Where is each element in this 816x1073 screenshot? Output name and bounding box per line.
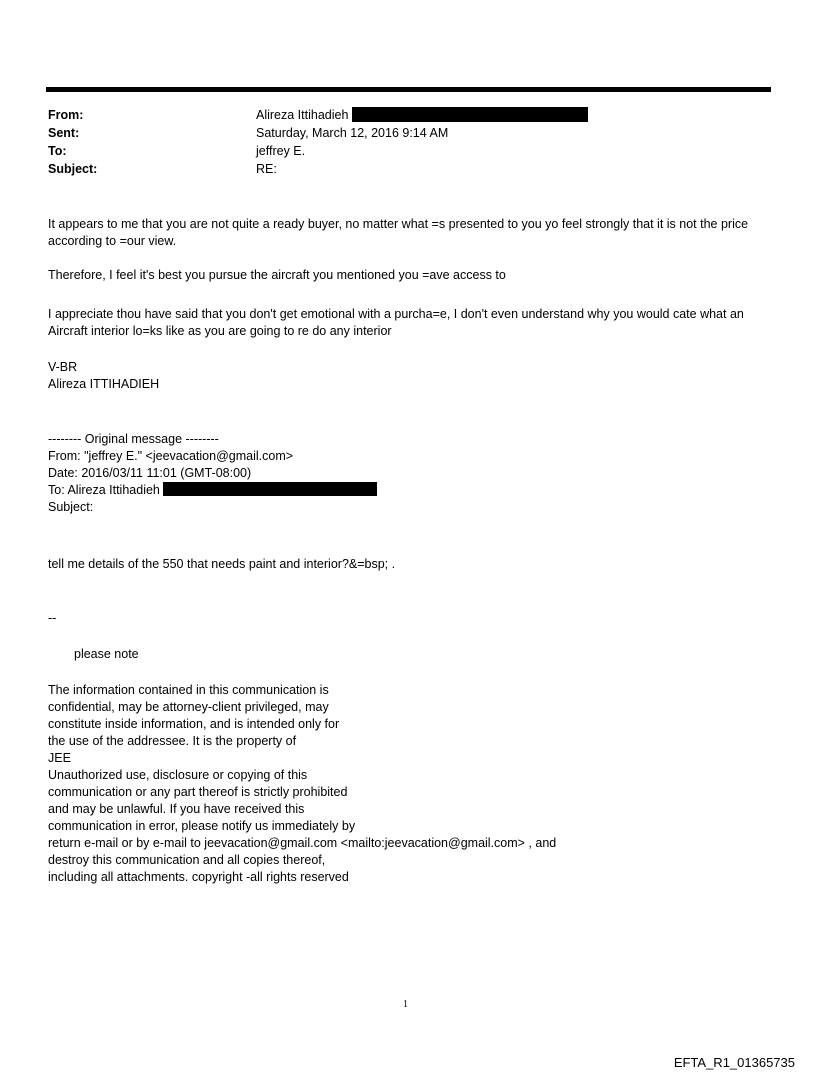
- signature: Alireza ITTIHADIEH: [48, 377, 160, 391]
- from-value: [256, 107, 588, 124]
- body-paragraph-3: I appreciate thou have said that you don't get emotional with a purcha=e, I don't even understand why you would cate what an Aircraft interior lo=ks like as you are going to re do any interior: [48, 307, 744, 338]
- page-number: 1: [403, 999, 408, 1010]
- redaction-box: [352, 107, 588, 122]
- from-name: Alireza Ittihadieh: [256, 108, 349, 122]
- confidentiality-disclaimer: The information contained in this communication is confidential, may be attorney-client privileged, may constitute inside information, and is intended only for the use of the addressee. It is the property of JEE Unauthorized use, disclosure or copying of this communication or any part thereof is strictly prohibited and may be unlawful. If you have received this communication in error, please notify us immediately by return e-mail or by e-mail to jeevacation@gmail.com <mailto:jeevacation@gmail.com> , and destroy this communication and all copies thereof, including all attachments. copyright -all rights reserved: [48, 683, 557, 884]
- from-label: From:: [48, 108, 84, 122]
- subject-value: RE:: [256, 162, 277, 176]
- redaction-box: [163, 482, 377, 496]
- signature-separator: --: [48, 611, 57, 625]
- sent-label: Sent:: [48, 126, 80, 140]
- to-value: jeffrey E.: [256, 144, 306, 158]
- body-paragraph-2: Therefore, I feel it's best you pursue the aircraft you mentioned you =ave access to: [48, 268, 506, 282]
- sent-value: Saturday, March 12, 2016 9:14 AM: [256, 126, 449, 140]
- closing: V-BR: [48, 360, 78, 374]
- header-rule: [46, 87, 771, 92]
- please-note: please note: [74, 647, 139, 661]
- original-message-divider: -------- Original message --------: [48, 432, 219, 446]
- body-paragraph-1: It appears to me that you are not quite a ready buyer, no matter what =s presented to you yo feel strongly that it is not the price according to =our view.: [48, 217, 749, 248]
- original-subject: Subject:: [48, 500, 94, 514]
- document-id: EFTA_R1_01365735: [673, 1055, 795, 1070]
- original-date: Date: 2016/03/11 11:01 (GMT-08:00): [48, 466, 252, 480]
- original-to: To: Alireza Ittihadieh: [48, 483, 160, 497]
- original-to-row: [48, 482, 773, 499]
- subject-label: Subject:: [48, 162, 98, 176]
- original-from: From: "jeffrey E." <jeevacation@gmail.com>: [48, 449, 294, 463]
- to-label: To:: [48, 144, 67, 158]
- original-message-text: tell me details of the 550 that needs paint and interior?&=bsp; .: [48, 557, 396, 571]
